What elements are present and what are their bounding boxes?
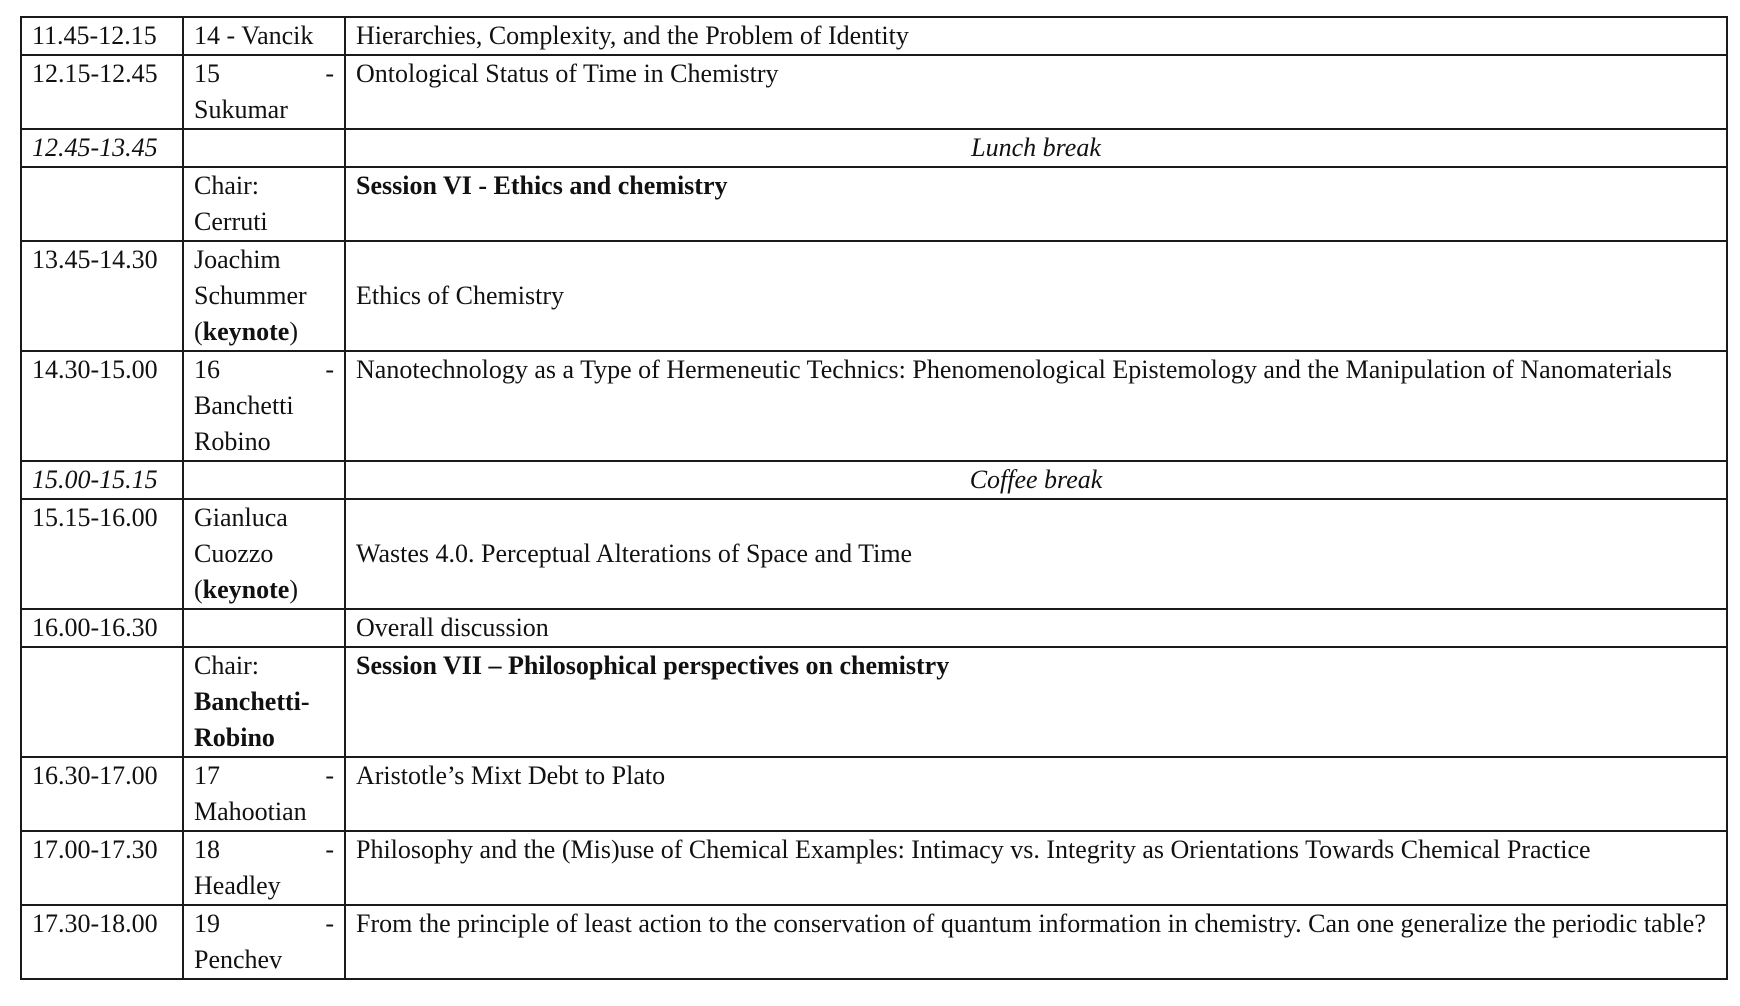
table-row (21, 461, 1727, 499)
speaker-name: Sukumar (194, 95, 288, 124)
speaker-name-line1: Banchetti (194, 391, 294, 420)
speaker-cell (183, 351, 345, 461)
speaker-cell (183, 17, 345, 55)
speaker-text: 14 - Vancik (194, 21, 314, 50)
schedule-table (20, 16, 1728, 980)
chair-label: Chair: (194, 171, 259, 200)
time-cell (21, 167, 183, 241)
time-cell: 15.00-15.15 (21, 461, 183, 499)
time-cell: 12.45-13.45 (21, 129, 183, 167)
speaker-name-line2: Cuozzo (194, 539, 274, 568)
title-cell: Hierarchies, Complexity, and the Problem of Identity (345, 17, 1727, 55)
speaker-number: 19 (194, 909, 220, 938)
speaker-dash: - (325, 355, 334, 384)
speaker-number: 17 (194, 761, 220, 790)
speaker-cell (183, 129, 345, 167)
speaker-name-line1: Gianluca (194, 503, 288, 532)
time-cell: 12.15-12.45 (21, 55, 183, 129)
time-cell: 16.30-17.00 (21, 757, 183, 831)
speaker-cell (183, 499, 345, 609)
speaker-number: 16 (194, 355, 220, 384)
speaker-number: 18 (194, 835, 220, 864)
speaker-cell (183, 241, 345, 351)
title-cell: Aristotle’s Mixt Debt to Plato (345, 757, 1727, 831)
keynote-label: (keynote) (194, 317, 299, 346)
title-cell: Overall discussion (345, 609, 1727, 647)
time-cell: 15.15-16.00 (21, 499, 183, 609)
speaker-cell (183, 831, 345, 905)
speaker-number: 15 (194, 59, 220, 88)
speaker-cell (183, 757, 345, 831)
session-title: Session VII – Philosophical perspectives on chemistry (345, 647, 1727, 757)
speaker-name: Headley (194, 871, 281, 900)
time-cell (21, 647, 183, 757)
time-cell: 17.00-17.30 (21, 831, 183, 905)
break-label: Lunch break (345, 129, 1727, 167)
title-cell: Ethics of Chemistry (345, 241, 1727, 351)
time-cell: 14.30-15.00 (21, 351, 183, 461)
chair-name-line2: Robino (194, 723, 275, 752)
speaker-name: Mahootian (194, 797, 307, 826)
title-cell: Wastes 4.0. Perceptual Alterations of Space and Time (345, 499, 1727, 609)
table-row (21, 499, 1727, 609)
chair-name-line1: Banchetti- (194, 687, 310, 716)
table-row (21, 609, 1727, 647)
speaker-cell (183, 609, 345, 647)
speaker-dash: - (325, 59, 334, 88)
table-row (21, 129, 1727, 167)
speaker-dash: - (325, 761, 334, 790)
speaker-dash: - (325, 909, 334, 938)
table-row (21, 167, 1727, 241)
table-row (21, 241, 1727, 351)
speaker-cell (183, 461, 345, 499)
title-cell: Nanotechnology as a Type of Hermeneutic Technics: Phenomenological Epistemology and the Manipulation of Nanomaterials (345, 351, 1727, 461)
title-cell: Ontological Status of Time in Chemistry (345, 55, 1727, 129)
table-row (21, 55, 1727, 129)
time-cell: 17.30-18.00 (21, 905, 183, 979)
title-cell: Philosophy and the (Mis)use of Chemical Examples: Intimacy vs. Integrity as Orientations Towards Chemical Practice (345, 831, 1727, 905)
table-row (21, 757, 1727, 831)
table-row (21, 905, 1727, 979)
chair-cell (183, 647, 345, 757)
speaker-name-line2: Schummer (194, 281, 307, 310)
table-row (21, 17, 1727, 55)
time-cell: 13.45-14.30 (21, 241, 183, 351)
table-row (21, 351, 1727, 461)
time-cell: 11.45-12.15 (21, 17, 183, 55)
session-title: Session VI - Ethics and chemistry (345, 167, 1727, 241)
time-cell: 16.00-16.30 (21, 609, 183, 647)
chair-label: Chair: (194, 651, 259, 680)
speaker-cell (183, 55, 345, 129)
speaker-name-line1: Joachim (194, 245, 281, 274)
break-label: Coffee break (345, 461, 1727, 499)
speaker-dash: - (325, 835, 334, 864)
speaker-cell (183, 905, 345, 979)
keynote-label: (keynote) (194, 575, 299, 604)
table-row (21, 647, 1727, 757)
chair-name: Cerruti (194, 207, 268, 236)
speaker-name: Penchev (194, 945, 283, 974)
chair-cell (183, 167, 345, 241)
title-cell: From the principle of least action to the conservation of quantum information in chemistry. Can one generalize the periodic table? (345, 905, 1727, 979)
speaker-name-line2: Robino (194, 427, 271, 456)
table-row (21, 831, 1727, 905)
